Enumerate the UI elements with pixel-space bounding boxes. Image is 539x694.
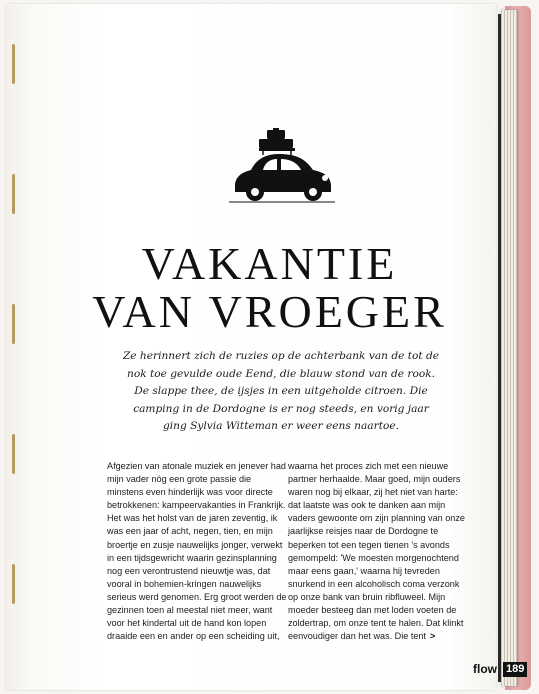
binding-stitches xyxy=(12,44,16,664)
stitch xyxy=(12,434,15,474)
body-column-right xyxy=(288,460,470,643)
body-column-right-text: waarna het proces zich met een nieuwe partner herhaalde. Maar goed, mijn ouders waren nog bij elkaar, zij het niet van harte: dat laatste was ook te danken aan mijn vaders gewoonte om zijn planning van onze jaarlijkse reisjes naar de Dordogne te beperken tot een tegen tienen 's avonds gemompeld: 'We moesten morgenochtend maar eens gaan,' waarna hij tevreden snurkend in een alcoholisch coma verzonk op onze bank van bruin ribfluweel. Mijn moeder besteeg dan met loden voeten de zoldertrap, om onze tent te halen. Dat klinkt eenvoudiger dan het was. Die tent xyxy=(288,461,465,642)
car-with-luggage-icon xyxy=(229,128,335,210)
stitch xyxy=(12,564,15,604)
page-edge-line xyxy=(498,14,501,682)
page-stack-edge xyxy=(499,10,517,686)
flow-logo: flow xyxy=(473,662,497,676)
stitch xyxy=(12,44,15,84)
article-title-line-2: VAN VROEGER xyxy=(92,286,447,337)
stitch xyxy=(12,174,15,214)
body-column-left: Afgezien van atonale muziek en jenever had mijn vader nóg een grote passie die minstens even hinderlijk was voor directe betrokkenen: kampeervakanties in Frankrijk. Het was het holst van de jaren zeventig, ik was een jaar of acht, negen, tien, en mijn broertje en zusje nauwelijks jonger, verwekt in een tijdsgewricht waarin gezinsplanning nog een verontrustend nieuwtje was, dat vooral in bohemien-kringen nauwelijks serieus werd genomen. Erg groot werden de gezinnen toen al meestal niet meer, want voor het kindertal uit de hand kon lopen draaide een en ander op een scheiding uit, xyxy=(107,461,287,642)
page-number: 189 xyxy=(503,662,527,677)
article-intro: Ze herinnert zich de ruzies op de achterbank van de tot de nok toe gevulde oude Eend, die blauw stond van de rook. De slappe thee, de ijsjes in een uitgeholde citroen. Die camping in de Dordogne is er nog steeds, en vorig jaar ging Sylvia Witteman er weer eens naartoe. xyxy=(122,350,440,433)
article-title-line-1: VAKANTIE xyxy=(141,238,398,289)
continue-marker: > xyxy=(430,631,436,642)
